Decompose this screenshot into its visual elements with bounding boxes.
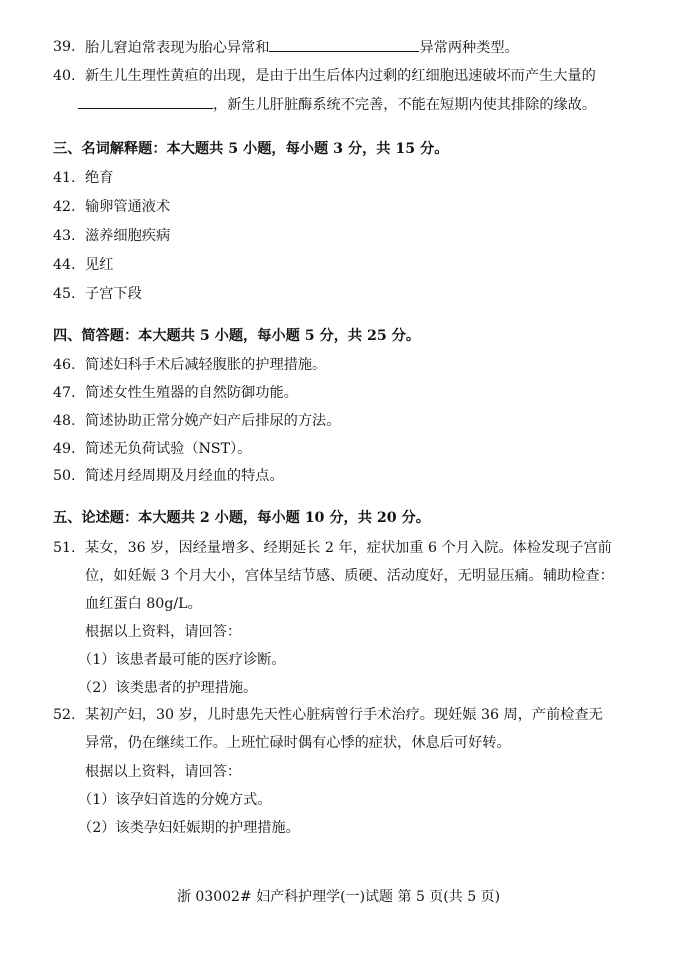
question-prompt: 根据以上资料，请回答： [85,624,242,640]
question-text: 异常两种类型。 [419,40,519,56]
question-text: 位，如妊娠 3 个月大小，宫体呈结节感、质硬、活动度好，无明显压痛。辅助检查： [85,568,614,584]
question-text: 胎儿窘迫常表现为胎心异常和 [85,40,270,56]
question-text: 见红 [85,257,114,273]
question-text: 某初产妇，30 岁，儿时患先天性心脏病曾行手术治疗。现妊娠 36 周，产前检查无 [85,707,603,723]
question-number: 41. [53,170,76,186]
answer-blank [78,94,213,109]
question-number: 47. [53,385,76,401]
question-number: 51. [53,540,76,556]
section-heading: 五、论述题：本大题共 2 小题，每小题 10 分，共 20 分。 [53,510,430,526]
question-text: 简述月经周期及月经血的特点。 [85,468,284,484]
section-heading: 三、名词解释题：本大题共 5 小题，每小题 3 分，共 15 分。 [53,141,449,157]
question-text: 滋养细胞疾病 [85,228,171,244]
sub-question: （2）该类孕妇妊娠期的护理措施。 [78,820,300,836]
question-number: 42. [53,199,76,215]
sub-question: （1）该患者最可能的医疗诊断。 [78,652,286,668]
question-text: 异常，仍在继续工作。上班忙碌时偶有心悸的症状，休息后可好转。 [85,735,511,751]
question-number: 39. [53,39,76,55]
question-text: 输卵管通液术 [85,199,171,215]
question-number: 52. [53,707,76,723]
question-text: 绝育 [85,170,114,186]
section-heading: 四、简答题：本大题共 5 小题，每小题 5 分，共 25 分。 [53,328,421,344]
question-text: 新生儿生理性黄疸的出现，是由于出生后体内过剩的红细胞迅速破坏而产生大量的 [85,68,596,84]
question-number: 40. [53,68,76,84]
question-number: 46. [53,357,76,373]
question-number: 43. [53,228,76,244]
question-text: 简述协助正常分娩产妇产后排尿的方法。 [85,413,341,429]
question-text: 血红蛋白 80g/L。 [85,596,202,612]
question-text: 简述无负荷试验（NST）。 [85,441,252,457]
question-number: 44. [53,257,76,273]
question-text: 简述妇科手术后减轻腹胀的护理措施。 [85,357,327,373]
sub-question: （1）该孕妇首选的分娩方式。 [78,792,272,808]
question-number: 45. [53,286,76,302]
question-text: 简述女性生殖器的自然防御功能。 [85,385,298,401]
question-text: ，新生儿肝脏酶系统不完善，不能在短期内使其排除的缘故。 [213,97,597,113]
question-text: 某女，36 岁，因经量增多、经期延长 2 年，症状加重 6 个月入院。体检发现子宫前 [85,540,612,556]
question-text: 子宫下段 [85,286,142,302]
question-prompt: 根据以上资料，请回答： [85,764,242,780]
question-number: 48. [53,413,76,429]
sub-question: （2）该类患者的护理措施。 [78,680,258,696]
question-number: 49. [53,441,76,457]
page-footer: 浙 03002# 妇产科护理学(一)试题 第 5 页(共 5 页) [176,889,501,905]
question-number: 50. [53,468,76,484]
answer-blank [269,37,419,52]
